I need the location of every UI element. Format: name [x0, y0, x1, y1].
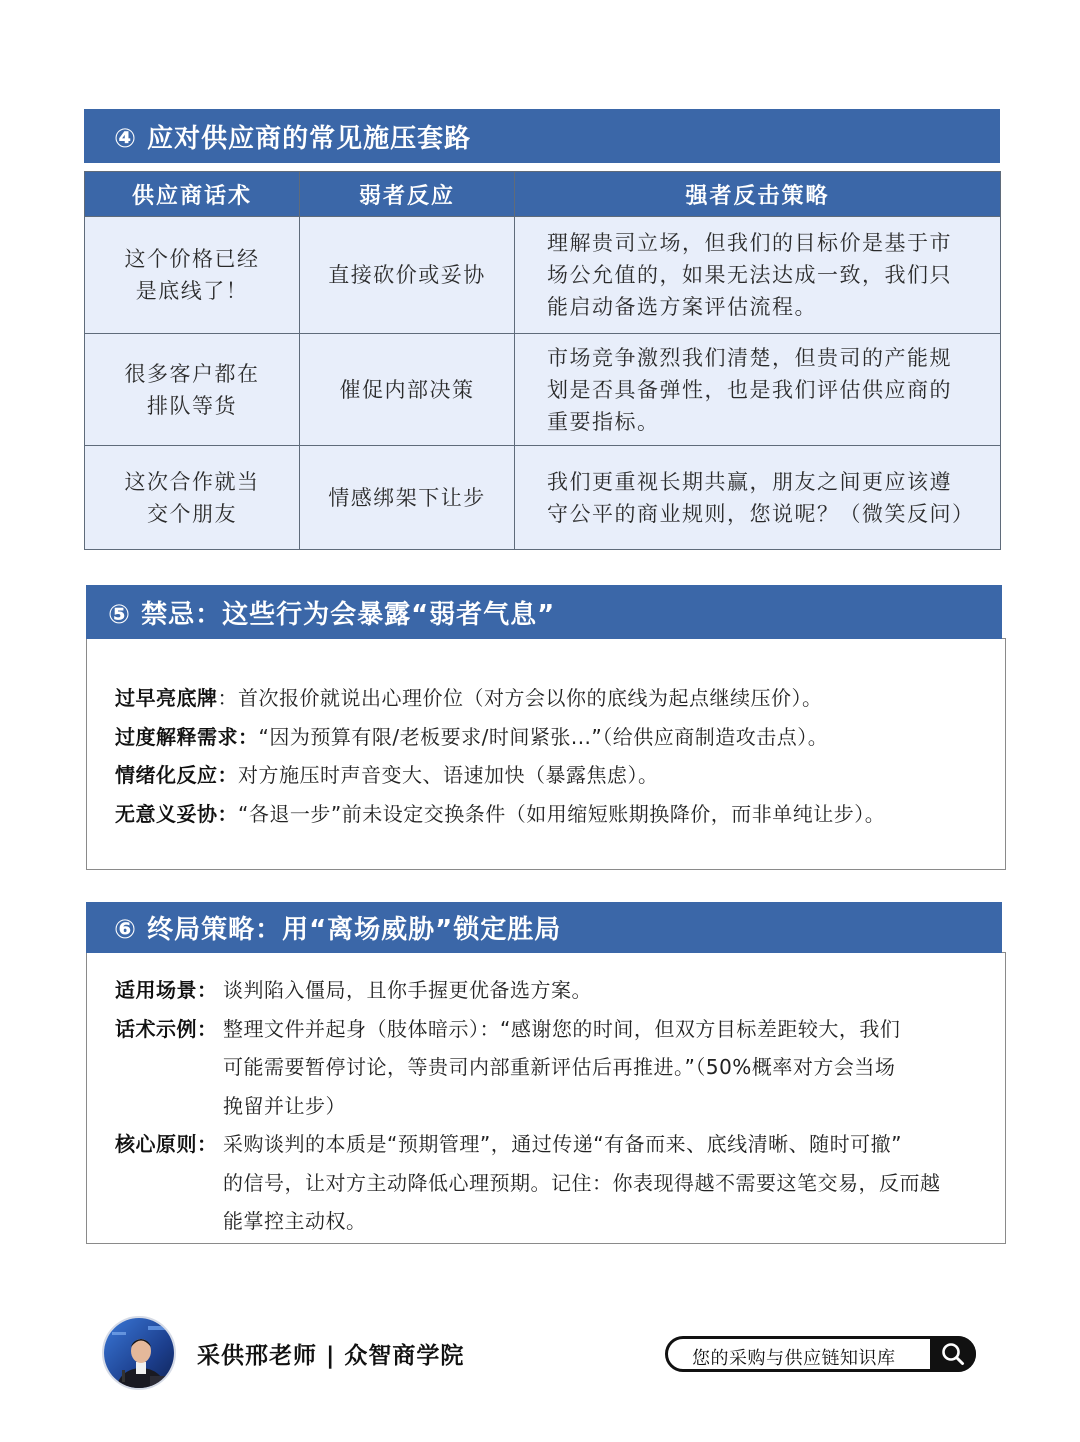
table-row	[85, 217, 1001, 334]
strategy-text-line: 可能需要暂停讨论，等贵司内部重新评估后再推进。”（50%概率对方会当场	[223, 1055, 896, 1079]
taboo-label: 情绪化反应：	[115, 763, 238, 787]
taboo-label: 过早亮底牌	[115, 686, 218, 710]
table-header-row	[85, 172, 1001, 217]
taboo-sep: ：	[217, 686, 238, 710]
taboo-item	[115, 718, 885, 757]
strategy-text	[223, 1010, 1001, 1126]
section5-title-bar	[86, 585, 1002, 639]
table-row	[85, 446, 1001, 550]
strategy-line: 守公平的商业规则，您说呢？（微笑反问）	[547, 501, 975, 526]
pressure-tactics-table	[84, 171, 1001, 550]
avatar-image	[104, 1318, 176, 1390]
search-icon	[940, 1341, 966, 1367]
taboo-text: “因为预算有限/老板要求/时间紧张...”（给供应商制造攻击点）。	[258, 724, 829, 749]
knowledge-base-search[interactable]	[665, 1336, 976, 1372]
strong-strategy-cell	[515, 446, 1001, 550]
strategy-line: 能启动备选方案评估流程。	[547, 295, 817, 319]
strategy-text	[223, 971, 1001, 1010]
strategy-item	[115, 971, 1001, 1010]
taboo-item	[115, 679, 885, 718]
supplier-line-text: 很多客户都在	[124, 361, 260, 386]
avatar	[102, 1316, 176, 1390]
weak-response-cell: 情感绑架下让步	[300, 446, 515, 550]
strategy-line: 场公允值的，如果无法达成一致，我们只	[547, 263, 952, 287]
supplier-line-cell	[85, 334, 300, 446]
strategy-line: 理解贵司立场，但我们的目标价是基于市	[547, 231, 952, 255]
strong-strategy-cell	[515, 334, 1001, 446]
table-row	[85, 334, 1001, 446]
strategy-label: 适用场景：	[115, 978, 218, 1002]
header-strong-strategy: 强者反击策略	[515, 172, 1001, 217]
section6-title: ⑥ 终局策略：用“离场威胁”锁定胜局	[114, 915, 562, 945]
supplier-line-text: 这个价格已经	[124, 247, 260, 271]
section5-box	[86, 638, 1006, 870]
taboo-label: 无意义妥协：	[115, 801, 238, 826]
strategy-line: 我们更重视长期共赢，朋友之间更应该遵	[547, 469, 952, 494]
strategy-text-line: 挽留并让步）	[223, 1093, 346, 1118]
strategy-item	[115, 1125, 1001, 1241]
search-button[interactable]	[930, 1336, 976, 1372]
taboo-item	[115, 756, 885, 795]
supplier-line-text: 排队等货	[147, 393, 237, 418]
strategy-line: 重要指标。	[547, 409, 660, 434]
section4-title-bar	[84, 109, 1000, 163]
strategy-text-line: 采购谈判的本质是“预期管理”，通过传递“有备而来、底线清晰、随时可撤”	[223, 1132, 902, 1156]
supplier-line-text: 是底线了！	[135, 279, 249, 303]
strategy-label: 话术示例：	[115, 1016, 218, 1041]
strategy-text-line: 谈判陷入僵局，且你手握更优备选方案。	[223, 978, 592, 1002]
strategy-text	[223, 1125, 1001, 1241]
taboo-text: 首次报价就说出心理价位（对方会以你的底线为起点继续压价）。	[238, 686, 823, 710]
section5-title: ⑤ 禁忌：这些行为会暴露“弱者气息”	[108, 599, 556, 630]
section6-box	[86, 952, 1006, 1244]
supplier-line-cell	[85, 217, 300, 334]
strategy-line: 划是否具备弹性，也是我们评估供应商的	[547, 377, 952, 402]
strategy-text-line: 能掌控主动权。	[223, 1209, 367, 1233]
weak-response-cell: 直接砍价或妥协	[300, 217, 515, 334]
supplier-line-text: 这次合作就当	[124, 469, 260, 494]
strong-strategy-cell	[515, 217, 1001, 334]
strategy-item	[115, 1010, 1001, 1126]
strategy-text-line: 的信号，让对方主动降低心理预期。记住：你表现得越不需要这笔交易，反而越	[223, 1170, 941, 1195]
strategy-line: 市场竞争激烈我们清楚，但贵司的产能规	[547, 345, 952, 370]
taboo-text: “各退一步”前未设定交换条件（如用缩短账期换降价，而非单纯让步）。	[238, 801, 886, 826]
strategy-text-line: 整理文件并起身（肢体暗示）：“感谢您的时间，但双方目标差距较大，我们	[223, 1016, 901, 1041]
search-tagline: 您的采购与供应链知识库	[692, 1348, 896, 1369]
taboo-text: 对方施压时声音变大、语速加快（暴露焦虑）。	[238, 763, 659, 787]
footer-author: 采供邢老师 | 众智商学院	[197, 1343, 465, 1369]
header-weak-response: 弱者反应	[300, 172, 515, 217]
header-supplier-line: 供应商话术	[85, 172, 300, 217]
strategy-label: 核心原则：	[115, 1132, 218, 1156]
section4-title: ④ 应对供应商的常见施压套路	[114, 123, 472, 154]
taboo-item	[115, 795, 885, 834]
taboo-label: 过度解释需求：	[115, 724, 259, 749]
section6-title-bar	[86, 902, 1002, 953]
supplier-line-cell	[85, 446, 300, 550]
supplier-line-text: 交个朋友	[147, 501, 237, 526]
weak-response-cell: 催促内部决策	[300, 334, 515, 446]
